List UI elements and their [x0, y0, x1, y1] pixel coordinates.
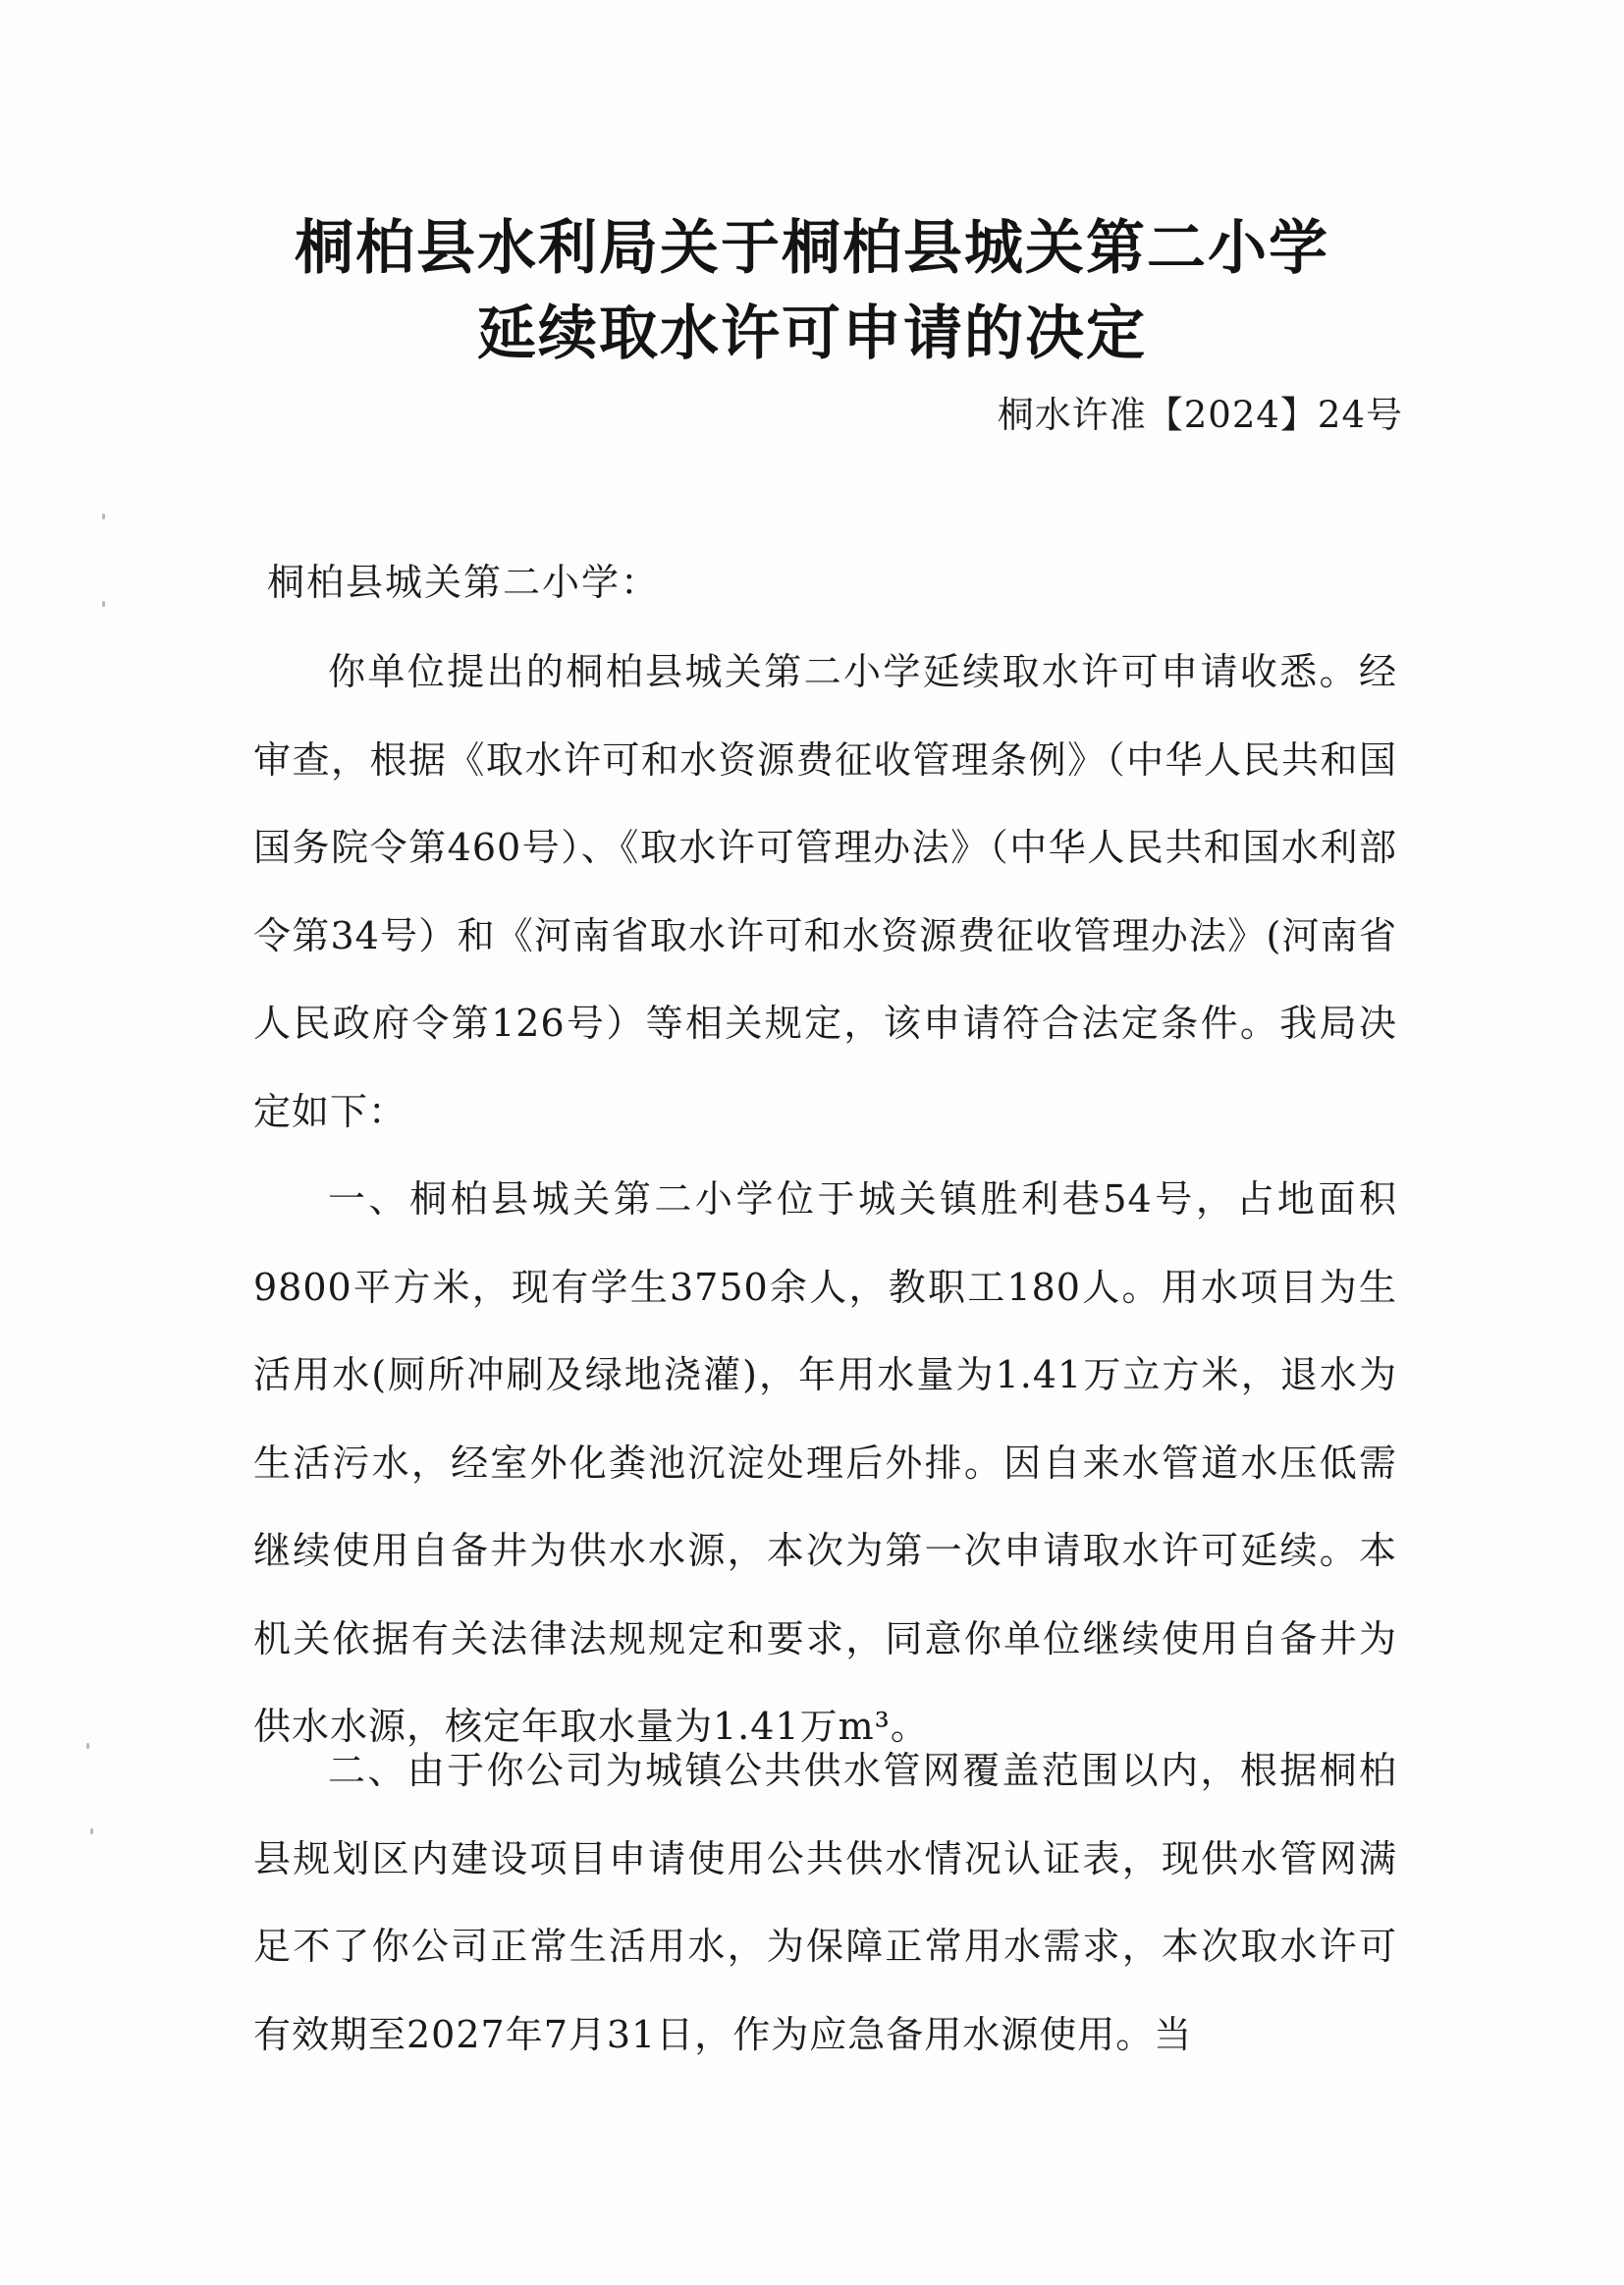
- scan-speck: [102, 514, 105, 519]
- addressee: 桐柏县城关第二小学：: [267, 561, 661, 604]
- scan-speck: [102, 601, 105, 607]
- paragraph-text: 一、桐柏县城关第二小学位于城关镇胜利巷54号，占地面积9800平方米，现有学生3750余人，教职工180人。用水项目为生活用水(厕所冲刷及绿地浇灌)，年用水量为1.41万立方米，退水为生活污水，经室外化粪池沉淀处理后外排。因自来水管道水压低需继续使用自备井为供水水源，本次为第一次申请取水许可延续。本机关依据有关法律法规规定和要求，同意你单位继续使用自备井为供水水源，核定年取水量为1.41万m³。: [253, 1177, 1397, 1748]
- body-paragraph-intro: [253, 628, 1397, 1156]
- paragraph-text: 二、由于你公司为城镇公共供水管网覆盖范围以内，根据桐柏县规划区内建设项目申请使用公共供水情况认证表，现供水管网满足不了你公司正常生活用水，为保障正常用水需求，本次取水许可有效期至2027年7月31日，作为应急备用水源使用。当: [253, 1749, 1397, 2056]
- body-paragraph-item-1: [253, 1156, 1397, 1771]
- document-title-line-1: 桐柏县水利局关于桐柏县城关第二小学: [295, 214, 1329, 283]
- scan-speck: [90, 1828, 93, 1834]
- document-title-line-2: 延续取水许可申请的决定: [477, 299, 1147, 368]
- body-paragraph-item-2: [253, 1727, 1397, 2079]
- paragraph-text: 你单位提出的桐柏县城关第二小学延续取水许可申请收悉。经审查，根据《取水许可和水资源费征收管理条例》（中华人民共和国国务院令第460号）、《取水许可管理办法》（中华人民共和国水利部令第34号）和《河南省取水许可和水资源费征收管理办法》(河南省人民政府令第126号）等相关规定，该申请符合法定条件。我局决定如下：: [253, 650, 1397, 1133]
- document-number: 桐水许准【2024】24号: [997, 394, 1403, 436]
- scan-speck: [86, 1743, 89, 1749]
